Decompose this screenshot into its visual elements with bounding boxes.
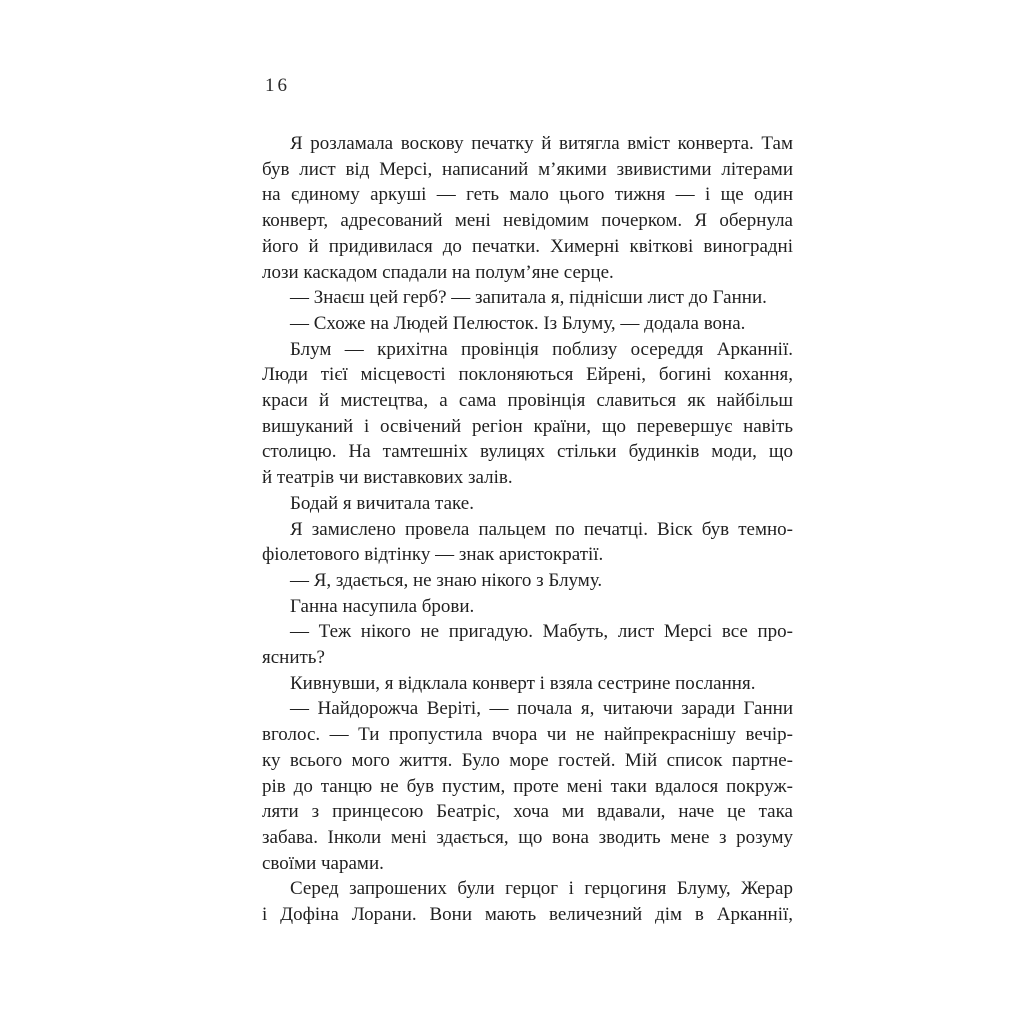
paragraph — [262, 285, 793, 311]
text-line: своїми чарами. — [262, 852, 384, 874]
text-line: — Схоже на Людей Пелюсток. Із Блуму, — додала вона. — [290, 312, 746, 334]
text-line: рів до танцю не був пустим, проте мені таки вдалося покруж- — [262, 775, 793, 797]
text-line: Люди тієї місцевості поклоняються Ейрені, богині кохання, — [262, 364, 793, 386]
text-line: — Знаєш цей герб? — запитала я, піднісши лист до Ганни. — [290, 287, 767, 309]
text-line: на єдиному аркуші — геть мало цього тижня — і ще один — [262, 184, 793, 206]
text-line: ку всього мого життя. Було море гостей. Мій список партне- — [262, 749, 793, 771]
text-line: був лист від Мерсі, написаний м’якими звивистими літерами — [262, 158, 793, 180]
text-line: конверт, адресований мені невідомим почерком. Я обернула — [262, 210, 793, 232]
text-line: його й придивилася до печатки. Химерні квіткові виноградні — [262, 235, 793, 257]
text-line: столицю. На тамтешніх вулицях стільки будинків моди, що — [262, 441, 793, 463]
text-line: Я замислено провела пальцем по печатці. Віск був темно- — [290, 518, 793, 540]
book-text-block — [262, 131, 793, 928]
text-line: — Теж нікого не пригадую. Мабуть, лист Мерсі все про- — [290, 621, 793, 643]
text-line: яснить? — [262, 647, 325, 669]
text-line: Ганна насупила брови. — [290, 595, 475, 617]
text-line: — Я, здається, не знаю нікого з Блуму. — [290, 569, 603, 591]
text-line: і Дофіна Лорани. Вони мають величезний дім в Арканнії, — [262, 904, 793, 926]
paragraph — [262, 876, 793, 927]
text-line: Кивнувши, я відклала конверт і взяла сестрине послання. — [290, 672, 756, 694]
text-line: краси й мистецтва, а сама провінція славиться як найбільш — [262, 390, 793, 412]
text-line: Блум — крихітна провінція поблизу осереддя Арканнії. — [290, 338, 793, 360]
text-line: вишуканий і освічений регіон країни, що перевершує навіть — [262, 415, 793, 437]
text-line: й театрів чи виставкових залів. — [262, 467, 513, 489]
paragraph — [262, 568, 793, 594]
paragraph — [262, 337, 793, 491]
paragraph — [262, 594, 793, 620]
paragraph — [262, 696, 793, 876]
paragraph — [262, 517, 793, 568]
text-line: Я розламала воскову печатку й витягла вміст конверта. Там — [290, 133, 793, 154]
page-number: 16 — [265, 75, 290, 96]
text-line: ляти з принцесою Беатріс, хоча ми вдавали, наче це така — [262, 801, 793, 823]
paragraph — [262, 131, 793, 285]
paragraph — [262, 491, 793, 517]
text-line: лози каскадом спадали на полум’яне серце. — [262, 261, 614, 283]
paragraph — [262, 619, 793, 670]
text-line: вголос. — Ти пропустила вчора чи не найпрекраснішу вечір- — [262, 724, 793, 746]
text-line: Серед запрошених були герцог і герцогиня Блуму, Жерар — [290, 878, 793, 900]
text-line: — Найдорожча Веріті, — почала я, читаючи заради Ганни — [290, 698, 793, 720]
text-line: фіолетового відтінку — знак аристократії. — [262, 544, 604, 566]
paragraph — [262, 311, 793, 337]
text-line: забава. Інколи мені здається, що вона зводить мене з розуму — [262, 826, 793, 848]
paragraph — [262, 671, 793, 697]
text-line: Бодай я вичитала таке. — [290, 492, 474, 514]
